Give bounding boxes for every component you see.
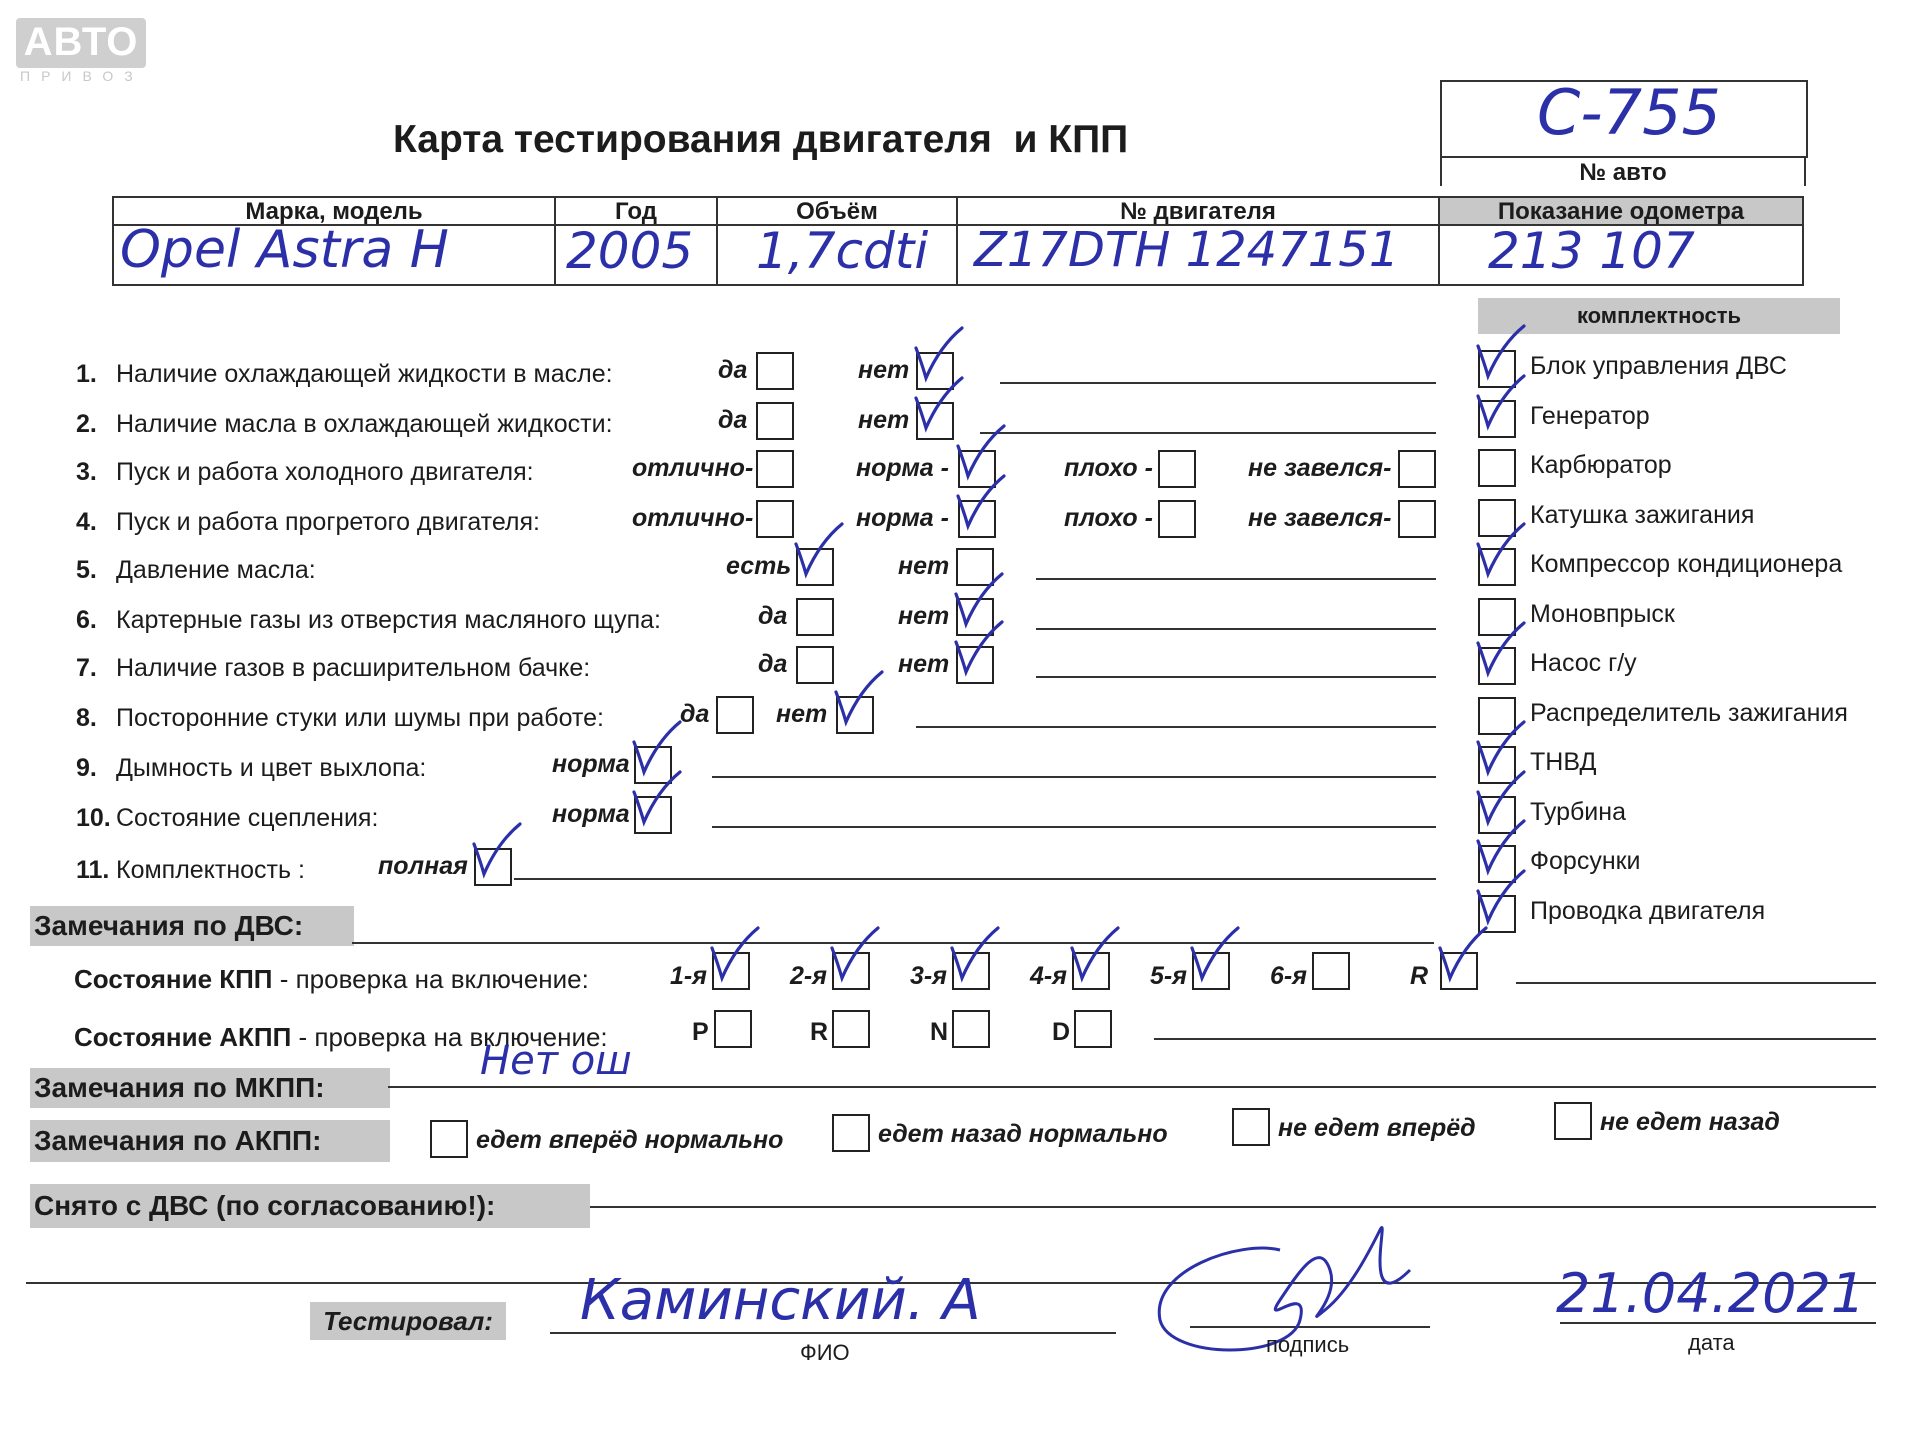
option-label: нет [858,356,910,384]
answer-line [916,726,1436,728]
option-label: нет [898,650,950,678]
tested-name: Каминский. А [580,1268,981,1333]
option-label: плохо - [1064,454,1153,482]
question-text: Наличие охлаждающей жидкости в масле: [116,360,613,388]
kpp-gear-checkbox[interactable] [1440,952,1478,990]
option-checkbox[interactable] [916,352,954,390]
answer-line [514,878,1436,880]
completeness-item-label: Компрессор кондиционера [1530,550,1843,578]
question-number: 2. [76,410,97,438]
option-label: нет [898,552,950,580]
question-number: 4. [76,508,97,536]
remarks-mkpp-handwritten: Нет ош [480,1038,632,1084]
option-label: отлично- [632,504,754,532]
option-checkbox[interactable] [836,696,874,734]
option-label: нет [776,700,828,728]
option-label: не завелся- [1248,504,1392,532]
option-label: да [758,602,788,630]
value-engine-number: Z17DTH 1247151 [974,222,1400,278]
option-checkbox[interactable] [956,548,994,586]
option-checkbox[interactable] [756,450,794,488]
question-number: 10. [76,804,111,832]
completeness-checkbox[interactable] [1478,548,1516,586]
question-text: Наличие масла в охлаждающей жидкости: [116,410,613,438]
completeness-checkbox[interactable] [1478,350,1516,388]
akpp-remark-checkbox[interactable] [430,1120,468,1158]
completeness-checkbox[interactable] [1478,647,1516,685]
completeness-item-label: Блок управления ДВС [1530,352,1787,380]
completeness-item-label: Моновпрыск [1530,599,1675,628]
answer-line [1036,676,1436,678]
option-label: не завелся- [1248,454,1392,482]
answer-line [1036,578,1436,580]
header-table [112,196,1804,286]
option-label: норма [552,800,630,828]
header-cell-year: Год [556,196,718,226]
akpp-gear-checkbox[interactable] [832,1010,870,1048]
kpp-label-bold: Состояние КПП [74,964,273,994]
answer-line [1036,628,1436,630]
completeness-checkbox[interactable] [1478,895,1516,933]
kpp-gear-label: R [1410,962,1429,990]
kpp-gear-checkbox[interactable] [952,952,990,990]
question-number: 6. [76,606,97,634]
completeness-item-label: Распределитель зажигания [1530,698,1848,727]
completeness-item-label: Катушка зажигания [1530,500,1755,529]
answer-line [712,776,1436,778]
kpp-gear-label: 3-я [910,962,947,990]
question-text: Пуск и работа холодного двигателя: [116,458,534,486]
kpp-gear-checkbox[interactable] [1072,952,1110,990]
option-checkbox[interactable] [956,598,994,636]
option-label: плохо - [1064,504,1153,532]
completeness-title: комплектность [1478,298,1840,334]
value-volume: 1,7cdti [756,222,929,280]
akpp-label-rest: - проверка на включение: [291,1022,608,1052]
value-model: Opel Astra H [120,220,449,280]
option-label: норма [552,750,630,778]
value-odometer: 213 107 [1488,222,1695,280]
completeness-item-label: Проводка двигателя [1530,896,1766,925]
akpp-gear-checkbox[interactable] [714,1010,752,1048]
remarks-akpp-label: Замечания по АКПП: [30,1120,390,1162]
option-label: да [680,700,710,728]
completeness-checkbox[interactable] [1478,746,1516,784]
akpp-remark-checkbox[interactable] [832,1114,870,1152]
akpp-remark-label: едет назад нормально [878,1120,1168,1148]
kpp-gear-label: 5-я [1150,962,1187,990]
option-label: есть [726,552,792,580]
akpp-gear-label: P [692,1018,709,1046]
question-text: Дымность и цвет выхлопа: [116,754,427,782]
option-checkbox[interactable] [916,402,954,440]
option-label: да [718,356,748,384]
akpp-gear-label: R [810,1018,829,1046]
option-checkbox[interactable] [956,646,994,684]
tested-date: 21.04.2021 [1556,1262,1866,1325]
question-number: 7. [76,654,97,682]
completeness-item-label: Турбина [1530,797,1626,826]
option-label: да [758,650,788,678]
akpp-line [1154,1038,1876,1040]
option-label: норма - [856,454,949,482]
option-checkbox[interactable] [1398,450,1436,488]
option-checkbox[interactable] [756,402,794,440]
option-checkbox[interactable] [796,598,834,636]
kpp-label [74,964,589,995]
kpp-gear-label: 4-я [1030,962,1067,990]
option-checkbox[interactable] [756,500,794,538]
kpp-gear-checkbox[interactable] [1312,952,1350,990]
akpp-remark-checkbox[interactable] [1554,1102,1592,1140]
remarks-dvs-label: Замечания по ДВС: [30,906,354,946]
akpp-remark-label: не едет назад [1600,1108,1780,1136]
value-year: 2005 [566,222,694,280]
tested-label: Тестировал: [310,1302,506,1340]
header-cell-odometer: Показание одометра [1440,196,1804,226]
kpp-line [1516,982,1876,984]
date-label: дата [1688,1330,1735,1355]
question-text: Посторонние стуки или шумы при работе: [116,704,604,732]
option-label: норма - [856,504,949,532]
remarks-mkpp-label: Замечания по МКПП: [30,1068,390,1108]
option-checkbox[interactable] [1158,500,1196,538]
option-label: отлично- [632,454,754,482]
kpp-gear-label: 1-я [670,962,707,990]
completeness-checkbox[interactable] [1478,845,1516,883]
akpp-gear-label: D [1052,1018,1071,1046]
logo [16,18,146,68]
signature-label: подпись [1266,1332,1350,1357]
option-checkbox[interactable] [634,746,672,784]
completeness-item-label: Форсунки [1530,847,1641,875]
kpp-gear-label: 6-я [1270,962,1307,990]
akpp-gear-label: N [930,1018,949,1046]
option-checkbox[interactable] [756,352,794,390]
akpp-gear-checkbox[interactable] [1074,1010,1112,1048]
option-label: нет [898,602,950,630]
completeness-checkbox[interactable] [1478,697,1516,735]
completeness-item-label: Насос г/у [1530,649,1637,677]
logo-text: АВТО [23,20,139,64]
header-cell-volume: Объём [718,196,958,226]
kpp-gear-label: 2-я [790,962,827,990]
car-number-label: № авто [1440,156,1806,186]
question-number: 9. [76,754,97,782]
option-label: да [718,406,748,434]
completeness-item-label: ТНВД [1530,748,1597,776]
answer-line [712,826,1436,828]
akpp-remark-label: едет вперёд нормально [476,1126,784,1154]
car-number-box [1440,76,1808,158]
question-text: Состояние сцепления: [116,804,379,832]
akpp-remark-checkbox[interactable] [1232,1108,1270,1146]
completeness-checkbox[interactable] [1478,499,1516,537]
answer-line [980,432,1436,434]
akpp-label-bold: Состояние АКПП [74,1022,292,1052]
option-checkbox[interactable] [796,548,834,586]
kpp-gear-checkbox[interactable] [832,952,870,990]
question-number: 8. [76,704,97,732]
akpp-remark-label: не едет вперёд [1278,1114,1476,1142]
header-cell-model: Марка, модель [112,196,556,226]
option-label: нет [858,406,910,434]
removed-line [590,1206,1876,1208]
option-checkbox[interactable] [796,646,834,684]
option-checkbox[interactable] [958,450,996,488]
question-number: 11. [76,856,110,884]
option-checkbox[interactable] [474,848,512,886]
fio-label: ФИО [800,1340,850,1365]
kpp-gear-checkbox[interactable] [1192,952,1230,990]
page-title: Карта тестирования двигателя и КПП [393,118,1129,161]
completeness-checkbox[interactable] [1478,449,1516,487]
answer-line [1000,382,1436,384]
kpp-label-rest: - проверка на включение: [272,964,589,994]
question-number: 3. [76,458,97,486]
akpp-gear-checkbox[interactable] [952,1010,990,1048]
kpp-gear-checkbox[interactable] [712,952,750,990]
option-checkbox[interactable] [958,500,996,538]
option-checkbox[interactable] [716,696,754,734]
logo-subtext: ПРИВОЗ [20,68,144,84]
completeness-item-label: Карбюратор [1530,451,1672,479]
question-number: 5. [76,556,97,584]
remarks-mkpp-line [388,1086,1876,1088]
car-number-value: С-755 [1537,76,1722,149]
option-checkbox[interactable] [634,796,672,834]
completeness-item-label: Генератор [1530,401,1650,430]
completeness-checkbox[interactable] [1478,598,1516,636]
option-checkbox[interactable] [1158,450,1196,488]
option-label: полная [378,852,468,880]
completeness-checkbox[interactable] [1478,400,1516,438]
question-number: 1. [76,360,97,388]
header-cell-engine: № двигателя [958,196,1440,226]
removed-label: Снято с ДВС (по согласованию!): [30,1184,590,1228]
option-checkbox[interactable] [1398,500,1436,538]
question-text: Пуск и работа прогретого двигателя: [116,508,540,536]
question-text: Давление масла: [116,556,316,584]
question-text: Наличие газов в расширительном бачке: [116,654,591,682]
question-text: Комплектность : [116,856,305,884]
question-text: Картерные газы из отверстия масляного щупа: [116,606,661,634]
remarks-dvs-line [352,942,1434,944]
completeness-checkbox[interactable] [1478,796,1516,834]
